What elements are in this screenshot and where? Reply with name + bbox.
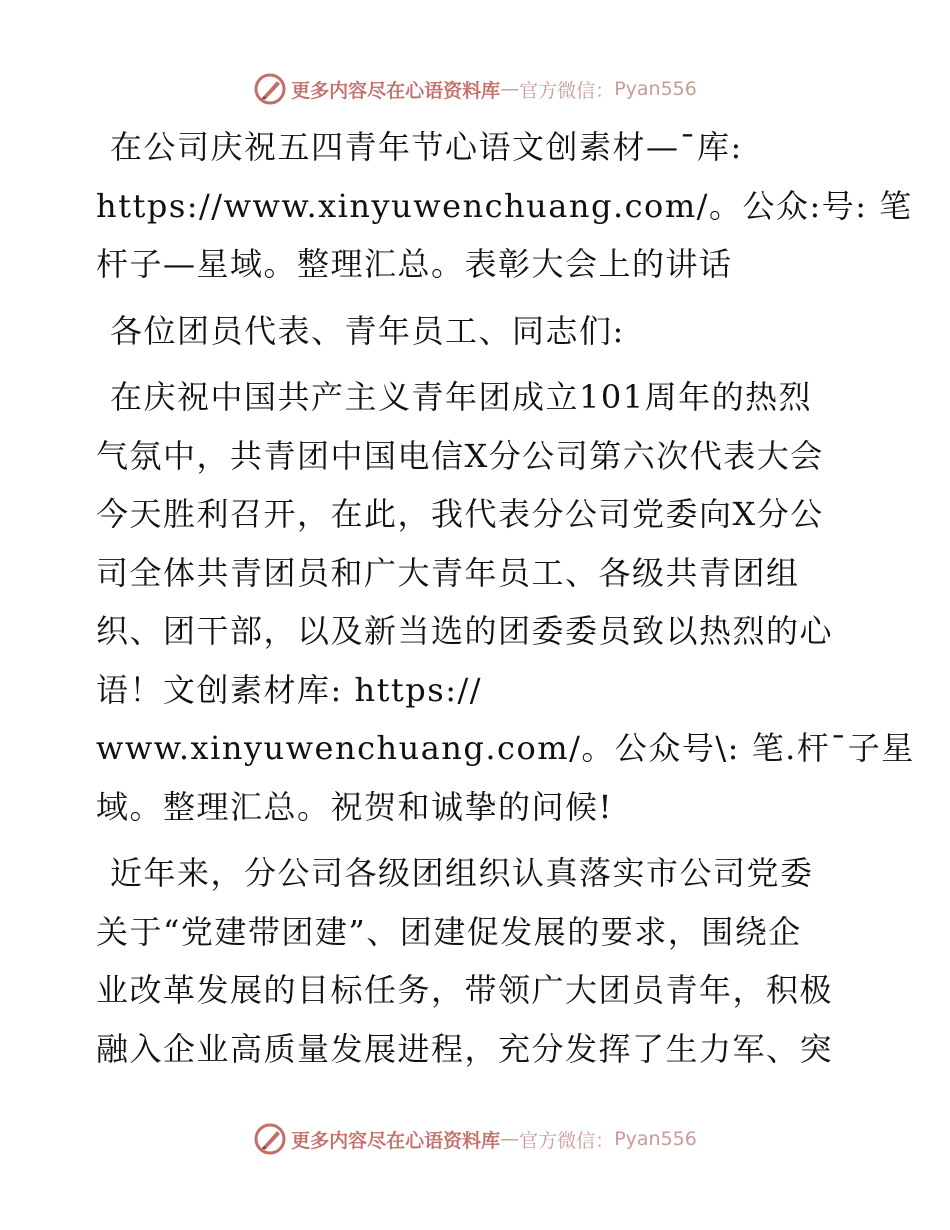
header-watermark-banner: [0, 72, 950, 106]
footer-watermark-banner: [0, 1122, 950, 1156]
text-line: 关于“党建带团建”、团建促发展的要求，围绕企: [96, 912, 802, 951]
banner-separator: —: [500, 1128, 520, 1150]
text-line: 各位团员代表、青年员工、同志们:: [110, 311, 625, 350]
banner-main-text: 更多内容尽在心语资料库: [291, 79, 501, 102]
banner-wechat-label: 官方微信：: [519, 1129, 615, 1152]
text-line: 司全体共青团员和广大青年员工、各级共青团组: [96, 553, 800, 592]
text-line: 织、团干部，以及新当选的团委委员致以热烈的心: [96, 612, 834, 650]
banner-wechat-id: Pyan556: [614, 1128, 697, 1150]
text-line: https://www.xinyuwenchuang.com/。公众:号: 笔: [96, 186, 913, 225]
quill-pen-logo-icon: [253, 72, 287, 106]
text-line: 域。整理汇总。祝贺和诚挚的问候!: [96, 787, 613, 826]
text-line: 语！文创素材库: https://: [96, 670, 483, 709]
document-body: [96, 118, 915, 1086]
banner-wechat-label: 官方微信：: [519, 79, 615, 102]
text-line: 今天胜利召开，在此，我代表分公司党委向X分公: [96, 495, 824, 533]
text-line: 杆子—星域。整理汇总。表彰大会上的讲话: [96, 245, 733, 283]
banner-separator: —: [500, 78, 520, 100]
text-line: www.xinyuwenchuang.com/。公众号\: 笔.杆¯子星: [96, 729, 915, 767]
text-line: 气氛中，共青团中国电信X分公司第六次代表大会: [96, 436, 824, 475]
text-line: 在庆祝中国共产主义青年团成立101周年的热烈: [110, 378, 813, 416]
paragraph-achievements: [96, 844, 850, 1078]
banner-main-text: 更多内容尽在心语资料库: [291, 1129, 501, 1152]
paragraph-salutation: [96, 302, 850, 361]
text-line: 业改革发展的目标任务，带领广大团员青年，积极: [96, 971, 834, 1009]
quill-pen-logo-icon: [253, 1122, 287, 1156]
text-line: 在公司庆祝五四青年节心语文创素材—¯库:: [110, 128, 743, 166]
text-line: 融入企业高质量发展进程，充分发挥了生力军、突: [96, 1029, 834, 1068]
paragraph-opening: [96, 368, 915, 836]
text-line: 近年来，分公司各级团组织认真落实市公司党委: [110, 854, 814, 892]
paragraph-title: [96, 118, 913, 294]
banner-wechat-id: Pyan556: [614, 78, 697, 100]
